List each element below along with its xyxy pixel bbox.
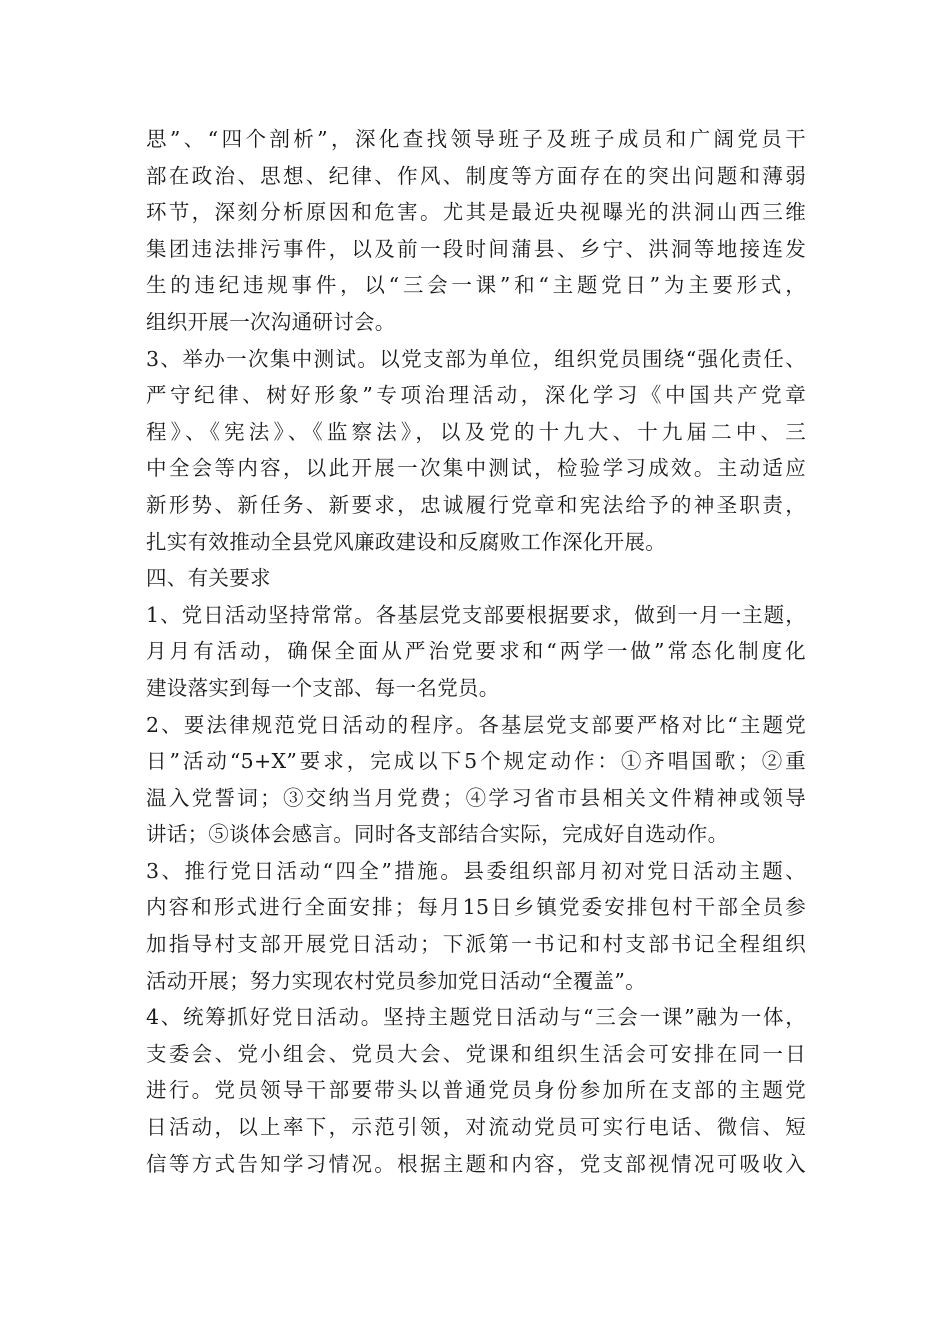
document-line: 月月有活动，确保全面从严治党要求和“两学一做”常态化制度化	[146, 639, 806, 664]
document-line: 加指导村支部开展党日活动；下派第一书记和村支部书记全程组织	[146, 932, 806, 957]
document-line: 信等方式告知学习情况。根据主题和内容，党支部视情况可吸收入	[146, 1151, 806, 1176]
document-line: 生的违纪违规事件，以“三会一课”和“主题党日”为主要形式，	[146, 273, 806, 298]
document-line: 中全会等内容，以此开展一次集中测试，检验学习成效。主动适应	[146, 456, 806, 481]
document-line: 四、有关要求	[146, 566, 271, 591]
document-line: 新形势、新任务、新要求，忠诚履行党章和宪法给予的神圣职责，	[146, 492, 806, 517]
document-line: 4、统筹抓好党日活动。坚持主题党日活动与“三会一课”融为一体，	[146, 1005, 806, 1030]
document-line: 活动开展；努力实现农村党员参加党日活动“全覆盖”。	[146, 968, 646, 993]
document-line: 集团违法排污事件，以及前一段时间蒲县、乡宁、洪洞等地接连发	[146, 236, 806, 261]
document-line: 部在政治、思想、纪律、作风、制度等方面存在的突出问题和薄弱	[146, 163, 806, 188]
document-line: 扎实有效推动全县党风廉政建设和反腐败工作深化开展。	[146, 529, 666, 554]
document-line: 3、举办一次集中测试。以党支部为单位，组织党员围绕“强化责任、	[146, 346, 806, 371]
document-line: 温入党誓词；③交纳当月党费；④学习省市县相关文件精神或领导	[146, 785, 806, 810]
document-line: 2、要法律规范党日活动的程序。各基层党支部要严格对比“主题党	[146, 712, 806, 737]
document-line: 内容和形式进行全面安排；每月15日乡镇党委安排包村干部全员参	[146, 895, 806, 920]
document-line: 环节，深刻分析原因和危害。尤其是最近央视曝光的洪洞山西三维	[146, 200, 806, 225]
document-line: 3、推行党日活动“四全”措施。县委组织部月初对党日活动主题、	[146, 858, 806, 883]
document-body	[146, 121, 806, 1182]
document-line: 1、党日活动坚持常常。各基层党支部要根据要求，做到一月一主题，	[146, 602, 806, 627]
document-line: 思”、“四个剖析”，深化查找领导班子及班子成员和广阔党员干	[146, 127, 806, 151]
document-line: 建设落实到每一个支部、每一名党员。	[146, 675, 500, 700]
document-line: 讲话；⑤谈体会感言。同时各支部结合实际，完成好自选动作。	[146, 822, 729, 847]
document-line: 组织开展一次沟通研讨会。	[146, 309, 396, 334]
document-line: 严守纪律、树好形象”专项治理活动，深化学习《中国共产党章	[146, 383, 806, 408]
document-line: 日活动，以上率下，示范引领，对流动党员可实行电话、微信、短	[146, 1115, 806, 1140]
document-line: 支委会、党小组会、党员大会、党课和组织生活会可安排在同一日	[146, 1041, 806, 1066]
document-line: 进行。党员领导干部要带头以普通党员身份参加所在支部的主题党	[146, 1078, 806, 1103]
document-line: 日”活动“5+X”要求，完成以下5个规定动作：①齐唱国歌；②重	[146, 749, 806, 774]
document-line: 程》、《宪法》、《监察法》，以及党的十九大、十九届二中、三	[146, 419, 806, 444]
